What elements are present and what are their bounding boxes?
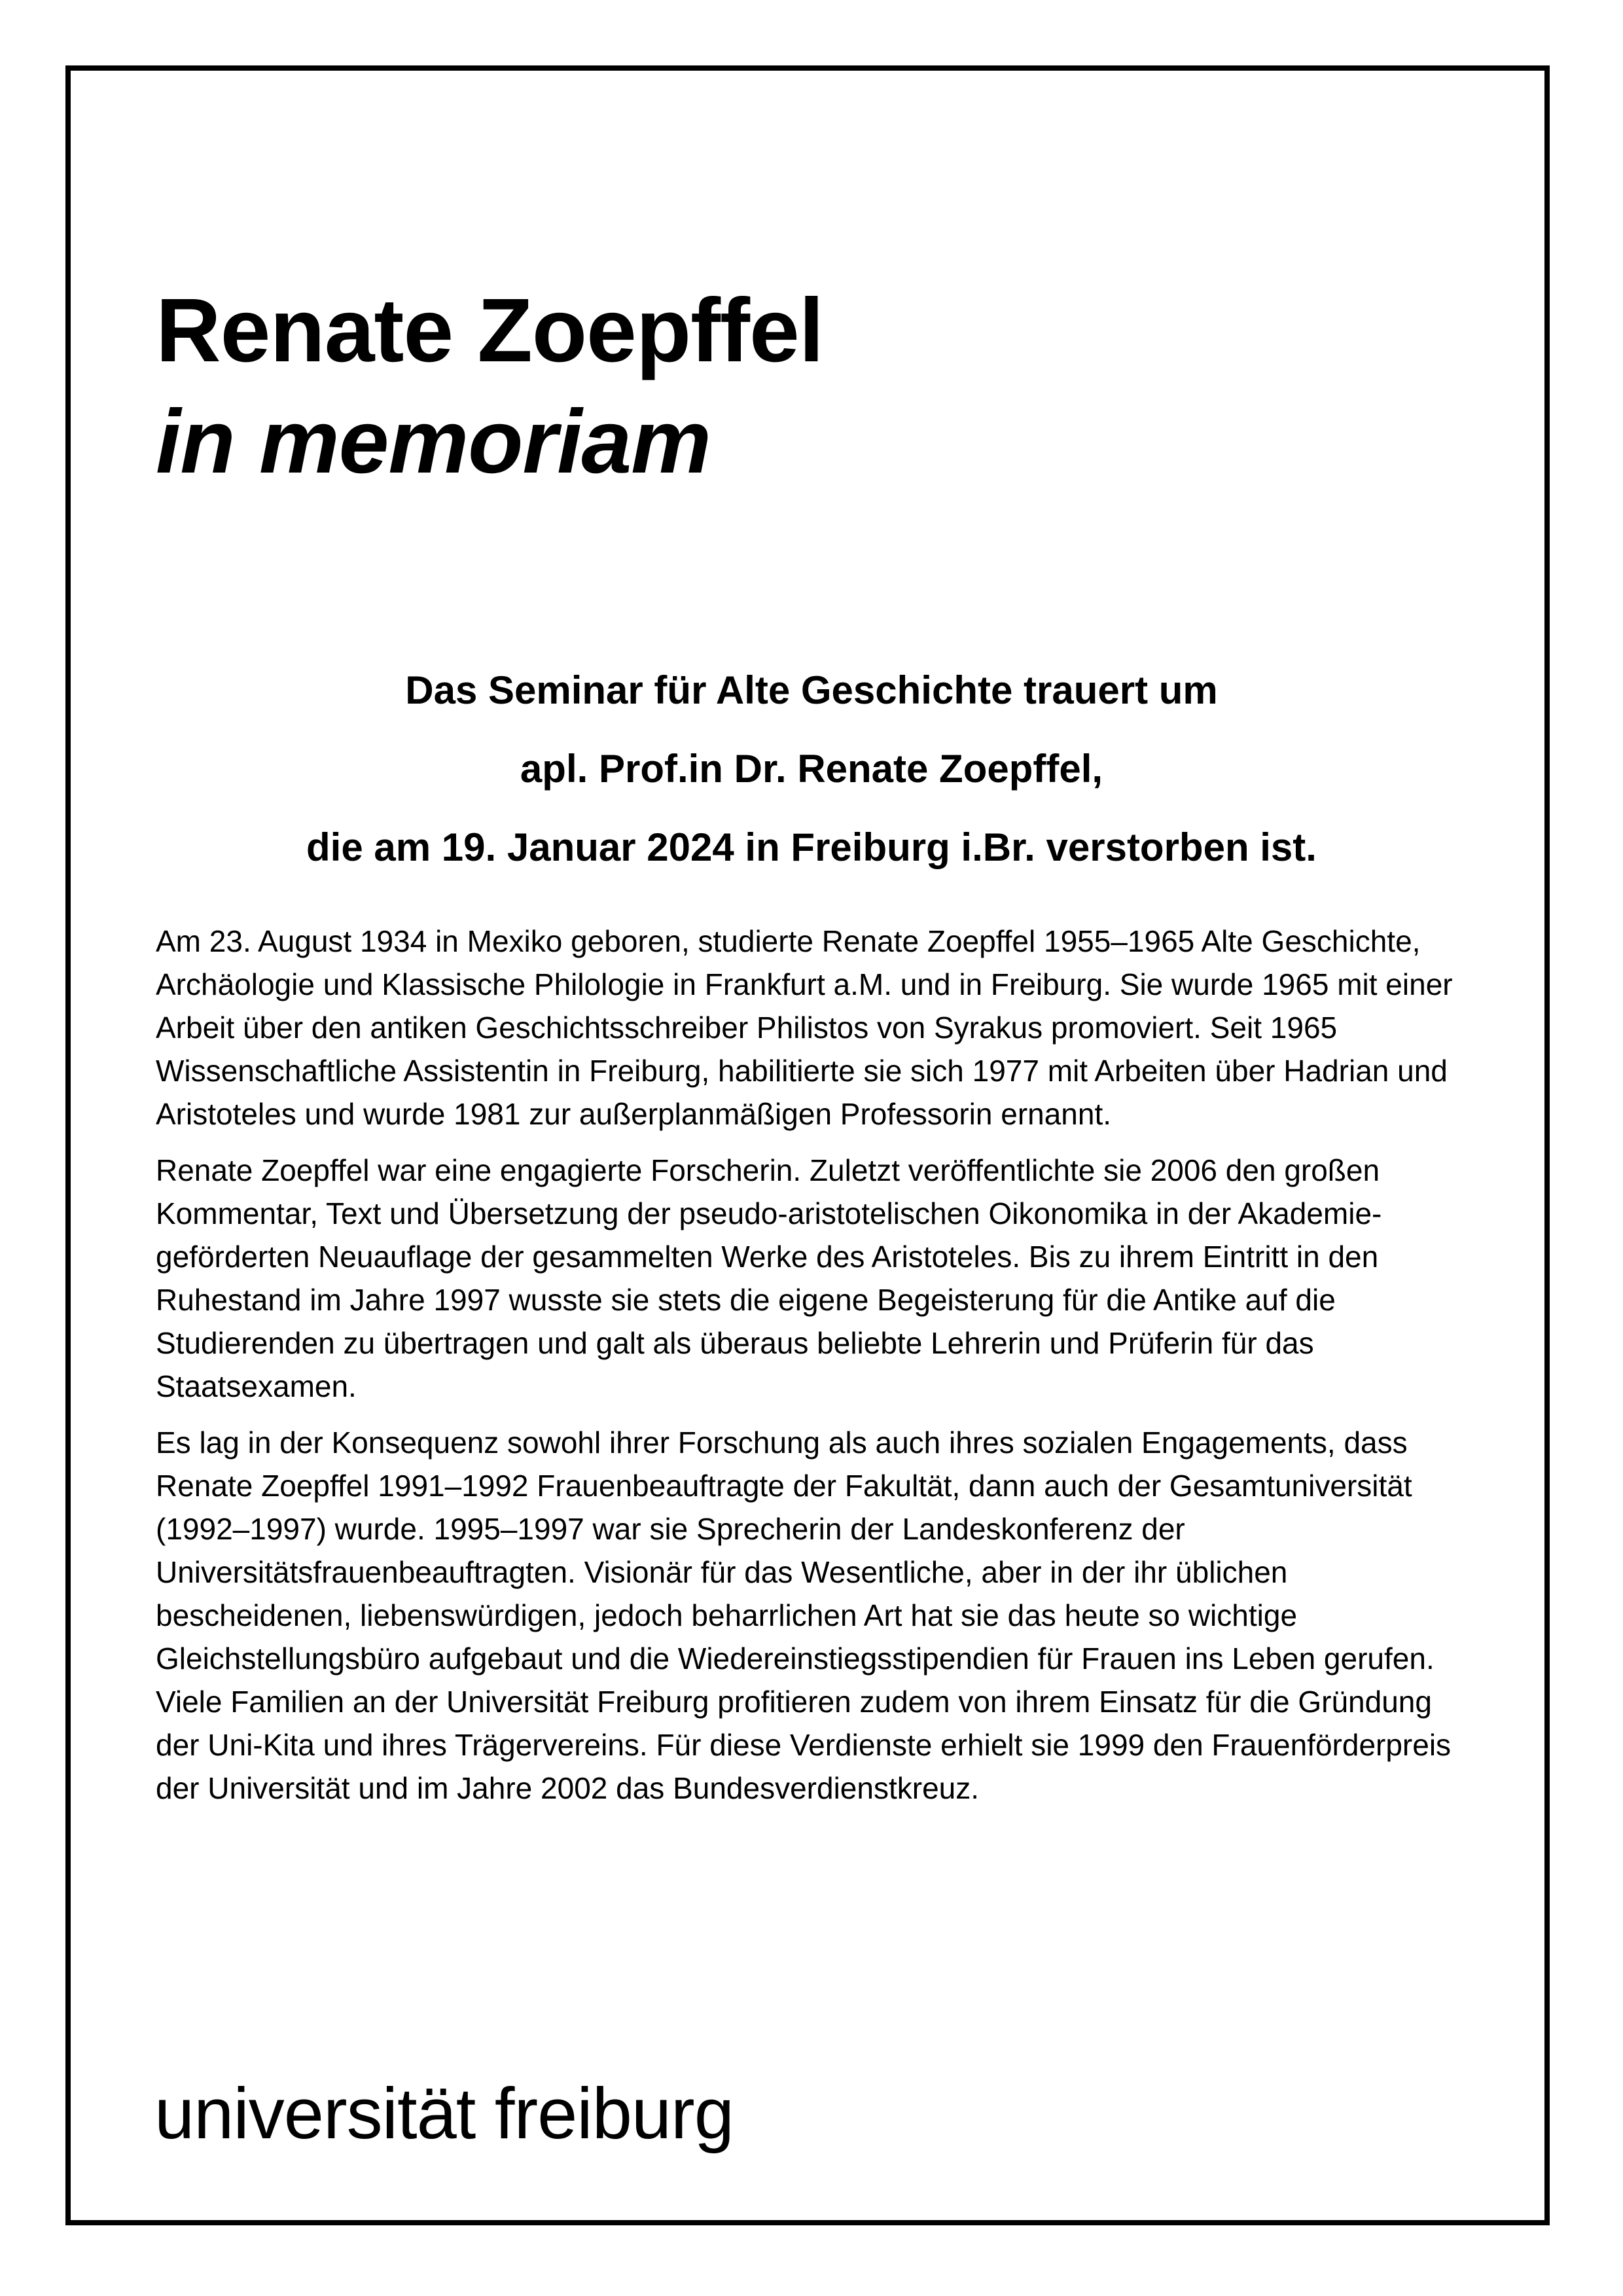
title-name: Renate Zoepffel: [156, 280, 824, 381]
university-logo: universität freiburg: [154, 2073, 734, 2154]
announcement-line-2: apl. Prof.in Dr. Renate Zoepffel,: [520, 747, 1103, 791]
page-title: [156, 275, 823, 497]
announcement-line-1: Das Seminar für Alte Geschichte trauert um: [405, 668, 1218, 712]
title-subtitle: in memoriam: [156, 391, 711, 492]
paragraph-engagement: Es lag in der Konsequenz sowohl ihrer Forschung als auch ihres sozialen Engagements, dass Renate Zoepffel 1991–1992 Frauenbeauftragte der Fakultät, dann auch der Gesamtuniversität (1992–1997) wurde. 1995–1997 war sie Sprecherin der Landeskonferenz der Universitätsfrauenbeauftragten. Visionär für das Wesentliche, aber in der ihr üblichen bescheidenen, liebenswürdigen, jedoch beharrlichen Art hat sie das heute so wichtige Gleichstellungsbüro aufgebaut und die Wiedereinstiegsstipendien für Frauen ins Leben gerufen. Viele Familien an der Universität Freiburg profitieren zudem von ihrem Einsatz für die Gründung der Uni-Kita und ihres Trägervereins. Für diese Verdienste erhielt sie 1999 den Frauenförderpreis der Universität und im Jahre 2002 das Bundesverdienstkreuz.: [156, 1426, 1452, 1805]
announcement-line-3: die am 19. Januar 2024 in Freiburg i.Br. verstorben ist.: [306, 825, 1317, 869]
paragraph-biography: Am 23. August 1934 in Mexiko geboren, studierte Renate Zoepffel 1955–1965 Alte Geschichte, Archäologie und Klassische Philologie in Frankfurt a.M. und in Freiburg. Sie wurde 1965 mit einer Arbeit über den antiken Geschichtsschreiber Philistos von Syrakus promoviert. Seit 1965 Wissenschaftliche Assistentin in Freiburg, habilitierte sie sich 1977 mit Arbeiten über Hadrian und Aristoteles und wurde 1981 zur außerplanmäßigen Professorin ernannt.: [156, 924, 1453, 1131]
paragraph-research: Renate Zoepffel war eine engagierte Forscherin. Zuletzt veröffentlichte sie 2006 den großen Kommentar, Text und Übersetzung der pseudo-aristotelischen Oikonomika in der Akademie-geförderten Neuauflage der gesammelten Werke des Aristoteles. Bis zu ihrem Eintritt in den Ruhestand im Jahre 1997 wusste sie stets die eigene Begeisterung für die Antike auf die Studierenden zu übertragen und galt als überaus beliebte Lehrerin und Prüferin für das Staatsexamen.: [156, 1153, 1382, 1403]
obituary-text: [156, 920, 1474, 1823]
mourning-announcement: [156, 651, 1467, 887]
